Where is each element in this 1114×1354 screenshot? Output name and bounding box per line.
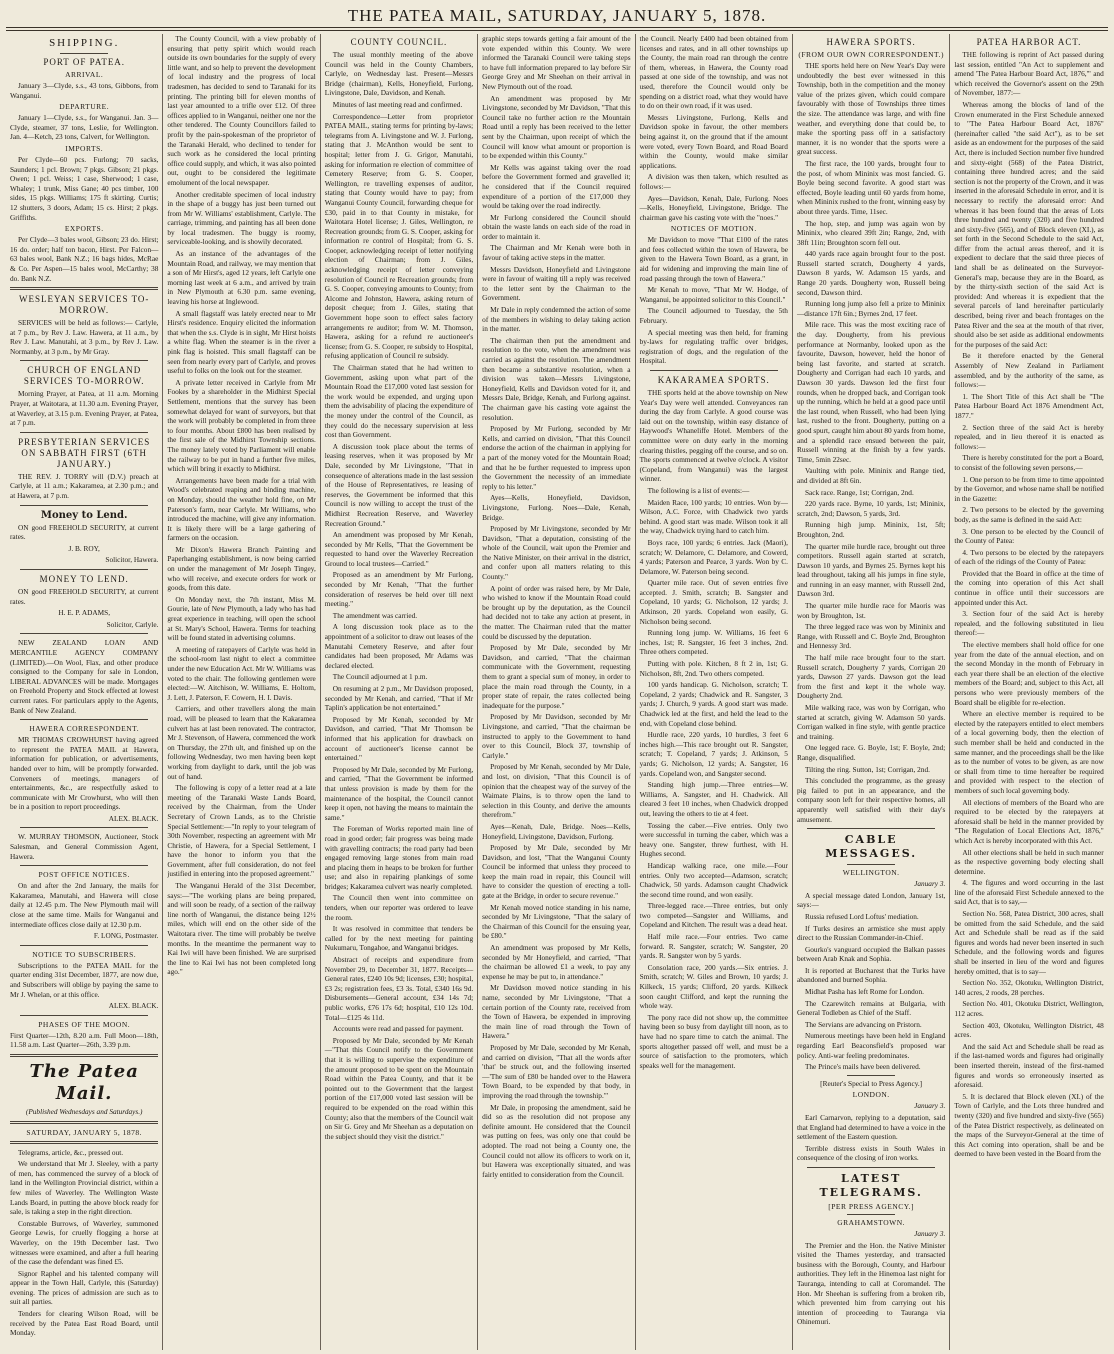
sports-paragraph: Putting with pole. Kitchen, 8 ft 2 in, 1st; G. Nicholson, 8ft, 2nd. Two others competed. <box>639 659 788 678</box>
council-paragraph: Mr Kenah to move, "That Mr W. Hodge, of Wanganui, be appointed solicitor to this Council." <box>639 285 788 304</box>
council-paragraph: Proposed by Mr Dale, seconded by Mr Kenah—"That this Council notify to the Government that it is willing to supervise the expenditure of the amount proposed to be spent on the Mountain Road within the Patea County, and that it be pointed out to the Government that the largest portion of the £17,000 voted last session will be required to be expended on the road within this County; also that the members of the Council wait on Sir G. Grey and Mr Sheehan as a deputation on the subject should they visit the district." <box>324 1035 474 1141</box>
cable-paragraph: It is reported at Bucharest that the Turks have abandoned and burned Sophia. <box>796 965 946 985</box>
port-heading: PORT OF PATEA. <box>43 57 126 67</box>
act-paragraph: All other elections shall be held in such manner as the respective governing body electing shall determine. <box>954 847 1104 876</box>
divider <box>807 828 935 829</box>
money-to-lend-title-2: Solicitor, Carlyle. <box>106 619 159 629</box>
council-paragraph: A long discussion took place as to the appointment of a solicitor to draw out leases of the Manutahi Cemetery Reserve, and after four candidates had been proposed, Mr Adams was declared elected. <box>324 622 474 670</box>
sports-paragraph: Half mile race.—Four entries. Two came forward. R. Sangster, scratch; W. Sangster, 20 yards. R. Sangster won by 5 yards. <box>639 932 788 961</box>
money-to-lend-heading: Money to Lend. <box>40 509 128 521</box>
moon-text: First Quarter—12th, 8.20 a.m. Full Moon—18th, 11.58 a.m. Last Quarter—26th, 3.39 p.m. <box>10 1030 159 1050</box>
cable-paragraph: If Turks desires an armistice she must apply direct to the Russian Commander-in-Chief. <box>796 923 946 943</box>
council-paragraph: Proposed by Mr Furlong, seconded by Mr Kells, and carried on division, "That this Council endorse the action of the chairman in applying for a part of the money voted for the Mountain Road; and that he be further requested to impress upon the Government the necessity of an immediate reply to his letter." <box>482 424 631 491</box>
hawera-sports-subheading: (FROM OUR OWN CORRESPONDENT.) <box>798 50 944 59</box>
paper-subtitle: (Published Wednesdays and Saturdays.) <box>25 1106 143 1116</box>
sports-paragraph: Mile race. This was the most exciting race of the day. Dougherty, from his previous performance at Normanby, looked upon as the favourite, Dawson, however, held the honor of being last favorite, and started at scratch. Dougherty and Corrigan had each 10 yards, and Dawson 30 yards. Dawson led the first four rounds, when he dropped back, and Corrigan took up the running, which he held at a good pace until the last round, when Russell, who had been lying last, rushed to the front. Dougherty, putting on a good spurt, caught him about 80 yards from home, and a splendid race ensued between the pair, Russell winning at the finish by a few yards. Time, 5min 22sec. <box>796 320 946 464</box>
council-paragraph: Correspondence—Letter from proprietor PATEA MAIL, stating terms for printing by-laws; telegrams from A. Livingstone and W. J. Furlong, stating that J. McAnthon would be sent to hospital; letter from J. G. Grigor, Manutahi, asking for information re election of committee of Cemetery Reserve; from G. S. Cooper, Wellington, re travelling expenses of auditor, stating that County would have to pay; from Wanganui County Council, forwarding cheque for £30, paid in to that County in mistake, for Waitotara Hotel license; J. Giles, Wellington, re Recreation grounds; from G. S. Cooper, asking for information re control of Hospital; from G. S. Cooper, acknowledging receipt of letter notifying election of Chairman; from J. Giles, acknowledging receipt of letter conveying resolution of Council re Recreation grounds; from G. S. Cooper, conveying amounts to County; from Alcome and Johnston, Hawera, asking return of deposit cheque; from J. Giles, stating that Government hope soon to effect sales factory arrangements re auditor; from W. M. Thomson, Hawera, asking for a refund re auctioneer's license; from G. S. Cooper, re subsidy to Hospital, refusing application of Council re subsidy. <box>324 111 474 361</box>
divider <box>60 53 108 54</box>
divider <box>847 864 895 865</box>
act-paragraph: All elections of members of the Board who are required to be elected by the ratepayers at aforesaid shall be held in the manner provided by "The Regulation of Local Elections Act, 1876," which Act is hereby incorporated with this Act. <box>954 797 1104 845</box>
sports-paragraph: Sack race. Range, 1st; Corrigan, 2nd. <box>804 487 914 497</box>
editorial-paragraph: Signor Raphel and his talented company will appear in the Town Hall, Carlyle, this (Saturday) evening. The prices of admission are such as to suit all parties. <box>10 1268 159 1307</box>
divider <box>20 360 148 361</box>
council-paragraph: Messrs Davidson, Honeyfield and Livingstone were in favour of waiting till a reply was received to the letter sent by the Chairman to the Government. <box>482 264 631 303</box>
exports-heading: EXPORTS. <box>64 224 104 234</box>
sports-paragraph: The following is a list of events:— <box>647 485 750 495</box>
council-paragraph: Minutes of last meeting read and confirmed. <box>332 99 463 109</box>
column-6 <box>793 34 950 1350</box>
act-paragraph: Section No. 401, Okotuku District, Wellington, 112 acres. <box>954 999 1104 1018</box>
cable-paragraph: The Servians are advancing on Pristorn. <box>804 1019 922 1029</box>
divider <box>847 1075 895 1076</box>
editorial-paragraph: Constable Burrows, of Waverley, summoned George Lewis, for cruelly flogging a horse at Waverley, on the 19th December last. Two witnesses were examined, and after a full hearing of the case the defendant was fined £5. <box>10 1218 159 1267</box>
moon-heading: PHASES OF THE MOON. <box>38 1019 131 1029</box>
kakaramea-sports-heading: KAKARAMEA SPORTS. <box>657 375 770 385</box>
sports-paragraph: Maiden Race, 100 yards; 10 entries. Won by—Wilson, A.C. Force, with Chadwick two yards behind. A good start was made. Wilson took it all the way, Chadwick trying hard to catch him. <box>639 497 788 536</box>
sports-paragraph: One legged race. G. Boyle, 1st; F. Boyle, 2nd; Range, disqualified. <box>796 743 946 762</box>
departure-text: January 1—Clyde, s.s., for Wanganui. Jan. 3—Clyde, steamer, 37 tons, Leslie, for Wellington. Jan. 4—Ketch, 23 tons, Calvert, for Wellington. <box>10 113 159 142</box>
divider <box>20 432 148 433</box>
telegram-paragraph: The Premier and the Hon. the Native Minister visited the Thames yesterday, and transacted business with the Borough, County, and Harbour authorities. They left in the Hinemoa last night for Tauranga, intending to call at Coromandel. The Hon. Mr Sheehan is suffering from a broken rib, which prevented him from carrying out his intention of proceeding to Tauranga via Ohinemuri. <box>796 1240 946 1327</box>
column-4 <box>478 34 635 1350</box>
council-paragraph: An amendment was proposed by Mr Kenah, seconded by Mr Kells, "That the Government be requested to hand over the Waverley Recreation Ground to local trustees—Carried." <box>324 530 474 568</box>
act-paragraph: Section No. 568, Patea District, 300 acres, shall be omitted from the said Schedule, and the said Act and Schedule shall be read as if the said figures and words had never been inserted in such Schedule, and the following words and figures shall be inserted in lieu of the word and figures hereby omitted, that is to say— <box>954 909 1104 976</box>
act-paragraph: 4. Two persons to be elected by the ratepayers of each of the ridings of the County of Patea: <box>954 547 1104 567</box>
murray-thomson-advert: W. MURRAY THOMSON, Auctioneer, Stock Salesman, and General Commission Agent, Hawera. <box>10 832 159 861</box>
act-paragraph: 2. Two persons to be elected by the governing body, as the same is defined in the said Act: <box>954 505 1104 524</box>
divider <box>20 633 148 634</box>
sports-paragraph: 100 yards handicap. G. Nicholson, scratch; T. Copeland, 2 yards; Chadwick and R. Sangster, 3 yards; J. Church, 9 yards. A good start was made. Chadwick led at the first, and held the lead to the end, with Copeland close behind. <box>639 680 788 728</box>
act-paragraph: THE following is reprint of Act passed during last session, entitled "An Act to supplement and amend 'The Patea Harbour Board Act, 1876,'" and which received the Governor's assent on the 29th of November, 1877:— <box>954 50 1104 98</box>
wesleyan-text: SERVICES will be held as follows:— Carlyle, at 7 p.m., by Rev J. Law. Hawera, at 11 a.m., by Rev J. Law. Manutahi, at 3 p.m., by Rev J. Law. Normanby, at 3 p.m., by Mr Gray. <box>10 318 159 356</box>
sports-paragraph: THE sports held here on New Year's Day were undoubtedly the best ever witnessed in this Township, both in the competition and the money value of the prizes given, which could compare favourably with those of Townships three times the size. The attendance was large, and with fine weather, and everything done that could be, to make the sporting pass off in a satisfactory manner, it is no wonder that the sports were a great success. <box>796 61 946 157</box>
subscribers-text: Subscriptions to the PATEA MAIL for the quarter ending 31st December, 1877, are now due, and Subscribers will oblige by paying the same to Mr J. Whelan, or at this office. <box>10 960 159 999</box>
council-paragraph: The Council adjourned at 1 p.m. <box>332 672 428 682</box>
column-2 <box>163 34 320 1350</box>
column-3 <box>321 34 478 1350</box>
cable-paragraph: The Prince's mails have been delivered. <box>804 1062 921 1072</box>
news-paragraph: Arrangements have been made for a trial with Wood's celebrated reaping and binding machine, on Monday, should the weather hold fine, on Mr Paterson's farm, near Carlyle. Mr Williams, who introduced the machine, will give any information. It is likely there will be a large gathering of farmers on the occasion. <box>167 475 316 543</box>
money-to-lend-heading-2: MONEY TO LEND. <box>39 574 129 584</box>
council-paragraph: Mr Davidson moved notice standing in his name, seconded by Mr Livingstone, "That a certain portion of the County rate, received from the Town of Hawera, be expended in improving the main line of road through the Town of Hawera." <box>482 983 631 1041</box>
editorial-paragraph: We understand that Mr J. Sleeley, with a party of men, has commenced the survey of a block of land in the Wellington Provincial district, within a few miles of Waverley. The Wellington Waste Lands Board, in putting the above block ready for sale, is taking a step in the right direction. <box>10 1159 159 1217</box>
latest-telegrams-heading: LATEST TELEGRAMS. <box>819 1171 923 1199</box>
column-7 <box>950 34 1107 1350</box>
council-paragraph: Mr Kells was against taking over the road before the Government formed and gravelled it; he considered that if the Council required expenditure of a portion of the £17,000 they would be taking over the road indirectly. <box>482 162 631 211</box>
sports-paragraph: Hurdle race, 220 yards, 10 hurdles, 3 feet 6 inches high.—This race brought out R. Sangster, scratch; T. Copeland, 7 yards; J. Atkinson, 5 yards; G. Nicholson, 12 yards; A. Sangster, 16 yards. Copeland won, and Sangster second. <box>639 730 788 778</box>
presby-heading: PRESBYTERIAN SERVICES ON SABBATH FIRST (6TH JANUARY.) <box>18 436 151 469</box>
sports-paragraph: Consolation race, 200 yards.—Six entries. J. Smith, scratch; W. Giles and Brown, 10 yards; J. Kilkeck, 15 yards; Clifford, 20 yards. Kilkeck soon caught Clifford, and kept the running the whole way. <box>639 962 788 1011</box>
council-paragraph: Proposed by Mr Dale, seconded by Mr Kenah, and carried on division, "That all the words after 'that' be struck out, and the following inserted—'The sum of £80 be handed over to the Hawera Town Board, to be expended by that body, in improving the road through the township.'" <box>482 1042 631 1100</box>
act-paragraph: Provided that the Board in office at the time of the coming into operation of this Act shall continue in office until their successors are appointed under this Act. <box>954 568 1104 607</box>
act-paragraph: 1. The Short Title of this Act shall be "The Patea Harbour Board Act 1876 Amendment Act, 1877." <box>954 391 1104 420</box>
notices-of-motion-heading: NOTICES OF MOTION. <box>670 224 757 234</box>
act-paragraph: 2. Section three of the said Act is hereby repealed, and in lieu thereof it is enacted as follows:— <box>954 422 1104 451</box>
wesleyan-heading: WESLEYAN SERVICES TO-MORROW. <box>18 294 150 316</box>
reuter-paragraph: Terrible distress exists in South Wales in consequence of the closing of iron works. <box>796 1143 946 1163</box>
imports-heading: IMPORTS. <box>65 143 104 153</box>
council-paragraph: the Council. Nearly £400 had been obtained from licenses and rates, and in all other townships up the County, the main road ran through the centre of them, whereas, in Hawera, the County road passed at one side of the township, and was not used, therefore the Council would only be spending on a district road, what they would have to do on their own road, if it was used. <box>639 34 788 111</box>
sports-paragraph: The quarter mile hurdle race, brought out three competitors. Russell again started at scratch, Dawson 10 yards, and Byrnes 25. Byrnes kept his lead throughout, taking all his jumps in fine style, and running in an easy manner, with Russell 2nd, Dawson 3rd. <box>796 541 946 599</box>
reuter-paragraph: Earl Carnarvon, replying to a deputation, said that England had determined to have a voice in the settlement of the Eastern question. <box>796 1113 946 1142</box>
exports-text: Per Clyde—3 bales wool, Gibson; 23 do. Hirst; 16 do. order; half ton bacon, Hirst. Per Falcon—63 bales wool, Bank N.Z.; 16 bags hides, McRae & Co. Per Aspen—15 bales wool, McCarthy; 38 do. Bank N.Z. <box>10 235 159 283</box>
council-paragraph: Ayes—Davidson, Kenah, Dale, Furlong. Noes—Kells, Honeyfield, Livingstone, Bridge. The chairman gave his casting vote with the "noes." <box>639 193 788 222</box>
money-to-lend-text: ON good FREEHOLD SECURITY, at current rates. <box>10 522 159 542</box>
act-paragraph: Be it therefore enacted by the General Assembly of New Zealand in Parliament assembled, and by the authority of the same, as follows:— <box>954 351 1104 390</box>
editorial-paragraph: Tenders for clearing Wilson Road, will be received by the Patea East Road Board, until Monday. <box>10 1309 159 1338</box>
grahamstown-place: GRAHAMSTOWN. <box>837 1217 906 1227</box>
council-paragraph: Mr Furlong considered the Council should obtain the waste lands on each side of the road in order to maintain it. <box>482 212 631 241</box>
cable-paragraph: Midhat Pasha has left Rome for London. <box>804 987 924 997</box>
divider <box>20 505 148 506</box>
sports-paragraph: Handicap walking race, one mile.—Four entries. Only two accepted—Adamson, scratch; Chadwick, 50 yards. Adamson caught Chadwick the second time round, and won easily. <box>639 860 788 899</box>
act-paragraph: 3. Section four of the said Act is hereby repealed, and the following substituted in lieu thereof:— <box>954 609 1104 638</box>
sports-paragraph: 440 yards race again brought four to the post. Russell started scratch, Dougherty 4 yards, Dawson 8 yards, W. Adamson 15 yards, and Range 20 yards. Dougherty won, Russell being second, Dawson third. <box>796 249 946 297</box>
nz-loan-advert: NEW ZEALAND LOAN AND MERCANTILE AGENCY COMPANY (LIMITED).—On Wool, Flax, and other produce consigned to the Company for sale in London, LIBERAL ADVANCES will be made. Mortgages on Freehold Property and Stock effected at lowest current rates. For particulars apply to the Agents, Bank of New Zealand. <box>10 638 159 715</box>
council-paragraph: A discussion took place about the terms of leasing reserves, when it was proposed by Mr Dale, seconded by Mr Livingstone, "That in consequence of alterations made in the last session of the House of Representatives, re leasing of reserves, the Government be informed that this Council is now willing to accept the trust of the Midhirst Recreation Reserve, and Waverley Recreation Ground." <box>324 441 474 528</box>
news-paragraph: A meeting of ratepayers of Carlyle was held in the school-room last night to elect a committee under the new Education Act. Mr W. Williams was voted to the chair. The following gentlemen were elected:—W. Aitchison, W. Williams, E. Holtom, J. Lett, J. Paterson, F. Cowern, H. I. Davis. <box>167 644 316 702</box>
subscribers-heading: NOTICE TO SUBSCRIBERS. <box>32 949 137 959</box>
hawera-correspondent-sign: ALEX. BLACK. <box>108 813 159 823</box>
sports-paragraph: Standing high jump.—Three entries—W. Williams, A. Sangster, and H. Chadwick. All cleared 3 feet 10 inches, when Chadwick dropped out, leaving the others to tie at 4 feet. <box>639 780 788 818</box>
departure-heading: DEPARTURE. <box>59 102 110 112</box>
reuter-place: LONDON. <box>852 1090 890 1100</box>
post-office-heading: POST OFFICE NOTICES. <box>38 870 130 880</box>
cable-date: January 3. <box>914 879 946 889</box>
cable-paragraph: Gourko's vanguard occupied the Balkan passes between Arab Knak and Sophia. <box>796 944 946 964</box>
news-paragraph: Carriers, and other travellers along the main road, will be pleased to learn that the Kakaramea culvert has at last been renovated. The contractor, Mr J. Stevenson, of Hawera, commenced the work on Thursday, the 27th ult, and finished up on the following Wednesday, two men having been kept working from daylight to dark, until the job was out of hand. <box>167 704 316 781</box>
divider <box>20 827 148 828</box>
arrival-heading: ARRIVAL. <box>65 70 104 79</box>
act-paragraph: 4. The figures and word occurring in the last line of the aforesaid First Schedule annexed to the said Act, that is to say,— <box>954 878 1104 907</box>
harbor-act-heading: PATEA HARBOR ACT. <box>976 37 1082 47</box>
council-paragraph: The amendment was carried. <box>332 610 418 620</box>
reuter-date: January 3. <box>914 1101 946 1111</box>
shipping-heading: SHIPPING. <box>49 37 120 49</box>
cable-paragraph: The Czarewitch remains at Bulgaria, with General Todleben as Chief of the Staff. <box>796 998 946 1018</box>
reuter-heading: [Reuter's Special to Press Agency.] <box>820 1078 923 1088</box>
cable-paragraph: A special message dated London, January 1st, says:— <box>796 890 946 910</box>
council-paragraph: Proposed by Mr Dale, seconded by Mr Furlong, and carried, "That the Government be informed that unless provision is made by them for the maintenance of the hospital, the Council cannot keep it open, not having the means to maintain the same." <box>324 764 474 822</box>
act-paragraph: 3. One person to be elected by the Council of the County of Patea: <box>954 526 1104 546</box>
sports-paragraph: Mile walking race, was won by Corrigan, who started at scratch, giving W. Adamson 50 yards. Corrigan walked in fine style, with gentle practice and training. <box>796 703 946 741</box>
council-paragraph: Ayes—Kells, Honeyfield, Davidson, Livingstone, Furlong. Noes—Dale, Kenah, Bridge. <box>482 493 631 522</box>
sports-paragraph: The first race, the 100 yards, brought four to the post, of whom Mininix was most fancied. G. Boyle being second favorite. A good start was effected, Boyle leading until 60 yards from home, when Mininix rushed to the front, winning easy by about three yards. Time, 11sec. <box>796 158 946 216</box>
divider <box>20 569 148 570</box>
column-1 <box>6 34 163 1350</box>
council-paragraph: The Chairman stated that he had written to Government, asking upon what part of the Mountain Road the £17,000 voted last session for the work would be expended, and urging upon them the advisability of placing the expenditure of the money under the control of the Council, as they could do the necessary supervision at less cost than Government. <box>324 363 474 440</box>
paper-title: The Patea Mail. <box>29 1060 139 1104</box>
act-paragraph: 1. One person to be from time to time appointed by the Governor, and whose name shall be notified in the Gazette: <box>954 474 1104 503</box>
news-paragraph: On Monday next, the 7th instant, Miss M. Gourie, late of New Plymouth, a lady who has had great experience in teaching, will open the school at St. Mary's School, Hawera. Terms for teaching will be found stated in advertising columns. <box>167 594 316 643</box>
hawera-sports-heading: HAWERA SPORTS. <box>826 37 916 47</box>
hawera-correspondent-heading: HAWERA CORRESPONDENT. <box>29 724 140 734</box>
sports-paragraph: This concluded the programme, as the greasy pig failed to put in an appearance, and the company soon left for their respective homes, all apparently well satisfied with their day's amusement. <box>796 776 946 824</box>
sports-paragraph: Tossing the caber.—Five entries. Only two were successful in turning the caber, which was a heavy one. Sangster, threw furthest, with H. Hughes second. <box>639 820 788 859</box>
sports-paragraph: 220 yards race. Byrne, 10 yards, 1st; Mininix, scratch, 2nd; Dawson, 5 yards, 3rd. <box>796 499 946 518</box>
sports-paragraph: Quarter mile race. Out of seven entries five accepted. J. Smith, scratch; B. Sangster and Copeland, 10 yards; G. Nicholson, 12 yards; J. Atkinson, 20 yards. Copeland won easily, G. Nicholson being second. <box>639 578 788 626</box>
council-paragraph: Proposed by Mr Davidson, seconded by Mr Livingstone, and carried, "That the chairman be instructed to apply to the Government to hand over to this Council, Block 37, township of Carlyle." <box>482 712 631 760</box>
county-council-heading: COUNTY COUNCIL. <box>350 37 448 47</box>
cable-paragraph: Russia refused Lord Loftus' mediation. <box>804 911 919 921</box>
sports-paragraph: The pony race did not show up, the committee having been so busy from daylight till noon, as to have had no spare time to catch the animal. The sports altogether passed off well, and must be a source of satisfaction to the promoters, which speaks well for the management. <box>639 1012 788 1070</box>
sports-paragraph: The quarter mile hurdle race for Maoris was won by Broughton, 1st. <box>796 601 946 620</box>
sports-paragraph: The three legged race was won by Mininix and Range, with Russell and C. Boyle 2nd, Broughton and Hennessy 3rd. <box>796 622 946 651</box>
council-paragraph: The chairman then put the amendment and resolution to the vote, when the amendment was carried as against the resolution. The amendment then became a substantive resolution, when a division was taken—Messrs Livingstone, Honeyfield, Kells and Davidson voted for it, and Messrs Dale, Bridge, Kenah, and Furlong against. The chairman gave his casting vote against the resolution. <box>482 335 631 422</box>
post-office-text: On and after the 2nd January, the mails for Kakaramea, Manutahi, and Hawera will close daily at 12.45 p.m. The New Plymouth mail will close at the same time. Mails for Wanganui and intermediate offices close daily at 12.30 p.m. <box>10 881 159 929</box>
sports-paragraph: Vaulting with pole. Mininix and Range tied, and divided at 8ft 6in. <box>796 466 946 485</box>
divider <box>10 1141 158 1144</box>
council-paragraph: Mr Dale, in proposing the amendment, said he did so as the resolution did not propose any definite amount. He considered that the Council was putting on fees, was only one that could be adopted. The road not being a County one, the Council could not allow its officers to work on it, but Hawera was exceptionally situated, and was fairly entitled to consideration from the Council. <box>482 1102 631 1179</box>
council-paragraph: Abstract of receipts and expenditure from November 29, to December 31, 1877. Receipts—General rates, £240 10s 9d; licenses, £30; hospital, £3 2s; registration fees, £3 3s. Total, £340 16s 9d. Disbursements—General account, £34 14s 7d; public works, £76 17s 6d; hospital, £10 12s 10d. Total—£125 4s 11d. <box>324 955 474 1022</box>
sports-paragraph: Boys race, 100 yards; 6 entries. Jack (Maori), scratch; W. Delamore, C. Delamore, and Cowerd, 4 yards; Paterson and Pearce, 3 yards. Won by C. Delamore, W. Paterson being second. <box>639 537 788 576</box>
act-paragraph: The elective members shall hold office for one year from the date of the annual election, and on the second Monday in the month of February in each year there shall be an election of the elective members of the Board; and, subject to this Act, all persons who were previously members of the Board shall be eligible for re-election. <box>954 640 1104 707</box>
act-paragraph: Section No. 352, Okotuku, Wellington District, 140 acres, 2 roods, 28 perches. <box>954 978 1104 997</box>
divider <box>807 1167 935 1168</box>
sports-paragraph: The hop, step, and jump was again won by Mininix, who cleared 39ft 2in; Range, 2nd, with 38ft 11in; Broughton scorn fell out. <box>796 218 946 247</box>
imports-text: Per Clyde—60 pcs. Furlong; 70 sacks, Saunders; 1 pcl. Brown; 7 pkgs. Gibson; 21 pkgs. Owen; 1 pcl. Weiss; 1 case, Sherwood; 1 case, Whaley; 1 trunk, Miss Gane; 40 pcs timber, 100 sides, 15 pkgs. Williams; 175 ft skirting. Curtis; 12 shutters, 3 doors, Adam; 15 cs. Hirst; 2 pkgs. Griffiths. <box>10 154 159 222</box>
council-paragraph: Proposed by Mr Livingstone, seconded by Mr Davidson, "That a deputation, consisting of the whole of the Council, wait upon the Premier and the Native Minister, on their arrival in the district, and confer upon all matters relating to this County." <box>482 524 631 582</box>
masthead-rule-top <box>6 27 1108 28</box>
divider <box>10 287 158 290</box>
act-paragraph: And the said Act and Schedule shall be read as if the last-named words and figures had originally been inserted therein, instead of the first-named figures and words so erroneously inserted as aforesaid. <box>954 1041 1104 1090</box>
grahamstown-date: January 3. <box>914 1228 946 1238</box>
divider <box>650 370 778 371</box>
news-paragraph: A small flagstaff was lately erected near to Mr Hirst's residence. Enquiry elicited the information that when the s.s. Clyde is in sight, Mr Hirst hoists a white flag. When the steamer is in the river a pink flag is hoisted. This small flagstaff can be seen from nearly every part of Carlyle, and proves useful to folks on the look out for the steamer. <box>167 308 316 376</box>
council-paragraph: The Chairman and Mr Kenah were both in favour of taking active steps in the matter. <box>482 243 631 263</box>
council-paragraph: A division was then taken, which resulted as follows:— <box>639 172 788 191</box>
money-to-lend-name-2: H. E. P. ADAMS, <box>58 608 111 618</box>
act-paragraph: Where an elective member is required to be elected by the ratepayers entitled to elect members of a local governing body, then the election of such member shall be held and conducted in the same manner, and the proceedings shall be the like as to the number of votes to be given, as are now or shall from time to time hereafter be required and provided with respect to the election of members of such local governing body. <box>954 709 1104 795</box>
money-to-lend-title: Solicitor, Hawera. <box>105 555 159 565</box>
council-paragraph: On resuming at 2 p.m., Mr Davidson proposed, seconded by Mr Kenah, and carried, "That if Mr Taplin's application be not entertained." <box>324 684 474 713</box>
sports-paragraph: Three-legged race.—Three entries, but only two competed—Sangster and Williams, and Copeland and Kitchen. The result was a dead heat. <box>639 901 788 930</box>
divider <box>20 945 148 946</box>
council-paragraph: Proposed by Mr Kenah, seconded by Mr Davidson, and carried, "That Mr Thomson be informed that his application for drawback on account of auctioneer's license cannot be entertained." <box>324 714 474 763</box>
council-paragraph: A point of order was raised here, by Mr Dale, who wished to know if the Mountain Road could be brought up by the deputation, as the Council had decided not to take any action at present, in the matter. The Chairman ruled that the matter could be discussed by the deputation. <box>482 583 631 641</box>
sports-paragraph: Running high jump. Mininix, 1st, 5ft; Broughton, 2nd. <box>796 520 946 539</box>
council-paragraph: Proposed by Mr Dale, seconded by Mr Davidson, and carried, "That the chairman communicate with the Government, requesting them to grant a special sum of money, in order to place the main road through the County, in a proper state of repair, the rates collected being inadequate for the purpose." <box>482 643 631 710</box>
council-paragraph: Mr Davidson to move "That £100 of the rates and fees collected within the town of Hawera, be given to the Hawera Town Board, as a grant, in aid for widening and improving the main line of road passing through the town of Hawera." <box>639 235 788 283</box>
divider <box>20 719 148 720</box>
act-paragraph: Section 403, Okotuku, Wellington District, 48 acres. <box>954 1020 1104 1040</box>
council-paragraph: The Council then went into committee on tenders, when our reporter was ordered to leave the room. <box>324 893 474 922</box>
church-text: Morning Prayer, at Patea, at 11 a.m. Morning Prayer, at Waitotara, at 11.30 a.m. Evening Prayer, at Waverley, at 3.15 p.m. Evening Prayer, at Patea, at 7 p.m. <box>10 389 159 428</box>
council-paragraph: Messrs Livingstone, Furlong, Kells and Davidson spoke in favour, the other members being against it, on the ground that if the amount were voted, every Town Board, and Road Board within the County, would make similar applications. <box>639 112 788 170</box>
presby-text: THE REV. J. TORRY will (D.V.) preach at Carlyle, at 11 a.m.; Kakaramea, at 2.30 p.m.; and at Hawera, at 7 p.m. <box>10 471 159 501</box>
council-paragraph: Accounts were read and passed for payment. <box>332 1024 464 1034</box>
divider <box>10 1121 158 1124</box>
money-to-lend-name: J. B. ROY, <box>68 543 100 553</box>
act-paragraph: 5. It is declared that Block eleven (XI.) of the Town of Carlyle, and the Lots three hundred and twenty (320) and five hundred and sixty-five (565) of the Patea District respectively, as delineated on the maps of the Surveyor-General at the time of this Act coming into operation, shall be and be deemed to have been vested in the Board from the <box>954 1091 1104 1159</box>
latest-telegrams-sub: [PER PRESS AGENCY.] <box>828 1201 915 1211</box>
council-paragraph: graphic steps towards getting a fair amount of the vote expended within this County. We were informed the Taranaki Council were taking steps to have full information prepared to lay before Sir George Grey and Mr Sheehan on their arrival in New Plymouth out of the road. <box>482 34 631 91</box>
council-paragraph: Ayes—Kenah, Dale, Bridge. Noes—Kells, Honeyfield, Livingstone, Davidson, Furlong. <box>482 821 631 841</box>
news-paragraph: As an instance of the advantages of the Mountain Road, and railway, we may mention that a son of Mr Hirst's, aged 12 years, left Carlyle one morning last week at 6 a.m., and arrived by train in New Plymouth at 6.30 p.m. same evening, leaving his horse at Inglewood. <box>167 249 316 307</box>
divider <box>847 1214 895 1215</box>
news-paragraph: The Wanganui Herald of the 31st December, says:—"The working plans are being prepared, and will soon be ready, of a section of the railway line north of Wanganui, the distance being 12½ miles, which will end on the other side of the Waitotara river. The time will probably be twelve months. In the meantime the permanent way to Kai Iwi will have been finished. We are surprised the line to Kai Iwi has not been completed long ago." <box>167 881 316 977</box>
news-paragraph: Another creditable specimen of local industry in the shape of a buggy has just been turned out from Mr W. Williams' establishment, Carlyle. The carriage, trimming, and painting has all been done by local tradesmen. The buggy is roomy, serviceable-looking, and is showily decorated. <box>167 189 316 247</box>
news-paragraph: Mr Dixon's Hawera Branch Painting and Paperhanging establishment, is now being carried on under the management of Mr Joseph Tingey, who will receive, and execute orders for work or goods, from this date. <box>167 544 316 593</box>
money-to-lend-text-2: ON good FREEHOLD SECURITY, at current rates. <box>10 587 159 606</box>
cable-place: WELLINGTON. <box>842 868 900 878</box>
hawera-correspondent-text: MR THOMAS CROWHURST having agreed to represent the PATEA MAIL at Hawera, information for publication, or advertisements, handed over to him, will be promptly forwarded. Conveners of meetings, managers of entertainments, &c., are respectfully asked to communicate with Mr Crowhurst, who will then be in a position to report proceedings. <box>10 735 159 812</box>
sports-paragraph: Tilting the ring. Sutton, 1st; Corrigan, 2nd. <box>804 764 930 774</box>
act-paragraph: There is hereby constituted for the port a Board, to consist of the following seven persons,— <box>954 453 1104 472</box>
council-paragraph: Proposed by Mr Kenah, seconded by Mr Dale, and lost, on division, "That this Council is of opinion that the cheapest way of the survey of the Waimate Plains, is to throw open the land to selection in this County, and derive the amounts therefrom." <box>482 762 631 820</box>
divider <box>20 865 148 866</box>
divider <box>20 1015 148 1016</box>
columns <box>6 34 1108 1350</box>
council-paragraph: The Foreman of Works reported main line of road in good order; fair progress was being made with gravelling contracts; the road party had been engaged removing large stones from main road and placing them in heaps to be broken for further use; and also in repairing plankings of some bridges; Kakaramea culvert was nearly completed. <box>324 824 474 891</box>
column-5 <box>636 34 793 1350</box>
council-paragraph: Proposed as an amendment by Mr Furlong, seconded by Mr Kenah, "That the further consideration of reserves be held over till next meeting." <box>324 570 474 609</box>
council-paragraph: A special meeting was then held, for framing by-laws for regulating traffic over bridges, registration of dogs, and the regulation of the Hospital. <box>639 327 788 366</box>
editorial-paragraph: Telegrams, article, &c., pressed out. <box>18 1147 124 1157</box>
news-paragraph: The following is copy of a letter read at a late meeting of the Taranaki Waste Lands Board, received by the Chairman, from the Under Secretary of Crown Lands, as to the Christie Special Settlement:—"In reply to your telegram of 30th November, respecting an agreement with Mr Christie, of Hawera, for a Special Settlement, I have the honor to inform you that the Government, after full consideration, do not feel justified in entering into the proposed agreement." <box>167 783 316 879</box>
cable-messages-heading: CABLE MESSAGES. <box>825 833 918 861</box>
council-paragraph: An amendment was proposed by Mr Livingstone, seconded by Mr Davidson, "That this Council take no further action re the Mountain Road until a reply has been received to the letter sent by the Chairman, upon receipt of which the Council will know what amount or proportion is to be expended within this County." <box>482 93 631 161</box>
church-heading: CHURCH OF ENGLAND SERVICES TO-MORROW. <box>23 365 145 387</box>
council-paragraph: An amendment was proposed by Mr Kells, seconded by Mr Honeyfield, and carried, "That the chairman be allowed £1 a week, to pay any expense he may be put to, in attendance." <box>482 943 631 981</box>
council-paragraph: Mr Dale in reply condemned the action of some of the members in wishing to delay taking action in the matter. <box>482 305 631 334</box>
divider <box>10 1054 158 1057</box>
sports-paragraph: Running long jump also fell a prize to Mininix—distance 17ft 6in.; Byrnes 2nd, 17 feet. <box>796 299 946 318</box>
news-paragraph: A private letter received in Carlyle from Mr Fookes by a shareholder in the Midhirst Special Settlement, mentions that the survey has been somewhat delayed for want of surveyors, but that the work will probably be completed in from three to four months. About £800 has been realised by the first sale of the Midhirst Township sections. The money lately voted by Parliament will enable the railway to be put in hand a further five miles, which will bring it exactly to Midhirst. <box>167 377 316 474</box>
sports-paragraph: THE sports held at the above township on New Year's Day were well attended. Conveyances ran during the day from Carlyle. A good course was laid out on the township, within easy distance of Haywood's Whaneliffe Hotel. Members of the committee were on duty early in the morning clearing thistles, pegging off the course, and so on. The sports commenced at twelve o'clock. A visitor (Copeland, from Wanganui) was the largest winner. <box>639 388 788 484</box>
act-paragraph: Whereas among the blocks of land of the Crown enumerated in the First Schedule annexed to "The Patea Harbour Board Act, 1876" (hereinafter called "the said Act"), as to be set aside as an endowment for the purposes of the said Act, there is included Section number five hundred and sixty-eight (568) of the Patea District, containing three hundred acres; and the said section is not the property of the Crown, and it was inserted in the aforesaid Schedule in error, and it is necessary to rectify the aforesaid error: And whereas it has been found that the areas of Lots three hundred and twenty (320) and five hundred and sixty-five (565), and of Block eleven (XI.), as set forth in the Second Schedule to the said Act, differ from the actual areas thereof, and it is expedient to declare that the said three pieces of land shall be as delineated on the Surveyor-General's map, because they are in the Board, as by the thirty-sixth section of the said Act is provided: And whereas it is expedient that the several parcels of land hereinafter particularly described, being river and beach frontages on the Patea River and the sea at the mouth of that river, should also be set aside as additional endowments for the purposes of the said Act: <box>954 99 1104 349</box>
council-paragraph: It was resolved in committee that tenders be called for by the next meeting for painting Nukumaru, Tongahoe, and Wanganui bridges. <box>324 924 474 953</box>
post-office-sign: F. LONG, Postmaster. <box>93 931 159 941</box>
masthead: THE PATEA MAIL, SATURDAY, JANUARY 5, 1878. <box>347 6 767 25</box>
sports-paragraph: Running long jump. W. Williams, 16 feet 6 inches, 1st; R. Sangster, 16 feet 3 inches, 2nd. Three others competed. <box>639 628 788 657</box>
arrival-text: January 3—Clyde, s.s., 43 tons, Gibbons, from Wanganui. <box>10 81 159 100</box>
cable-paragraph: Numerous meetings have been held in England regarding Earl Beaconsfield's proposed war policy. Anti-war feeling predominates. <box>796 1031 946 1060</box>
council-paragraph: The usual monthly meeting of the above Council was held in the County Chambers, Carlyle, on Wednesday last. Present—Messrs Bridge (chairman), Kells, Honeyfield, Furlong, Livingstone, Dale, Davidson, and Kenah. <box>324 50 474 98</box>
news-paragraph: The County Council, with a view probably of ensuring that petty spirit which would reach outside its own boundaries for the supply of every little want, and so help to prevent the development of local industry and the progress of local tradesmen, has decided to send to Taranaki for its printing. The printing bill for eleven months of last year amounted to a trifle over £12. Of three offices applied to in Wanganui, neither one nor the other tendered. The County Councillors failed to profit by the pain-spokesman of the proprietor of the Taranaki Herald, who declined to tender for such work as he considered the local printing office could supply, and which, it was also pointed out, ought to be considered the legitimate emolument of the local newspaper. <box>167 34 316 187</box>
council-paragraph: Mr Kenah moved notice standing in his name, seconded by Mr Livingstone, "That the salary of the Chairman of this Council for the ensuing year, be £80." <box>482 902 631 941</box>
council-paragraph: The Council adjourned to Tuesday, the 5th February. <box>639 306 788 326</box>
paper-date: SATURDAY, JANUARY 5, 1878. <box>26 1127 143 1137</box>
sports-paragraph: The half mile race brought four to the start. Russell scratch, Dougherty 7 yards, Corrigan 20 yards, Dawson 27 yards. Dawson got the lead from the first and kept it the whole way. Dougherty 2nd. <box>796 653 946 701</box>
masthead-rule-bottom <box>6 30 1108 31</box>
council-paragraph: Proposed by Mr Dale, seconded by Mr Davidson, and lost, "That the Wanganui County Council be informed that unless they proceed to keep the main road in repair, this Council will have to consider the question of erecting a toll-gate at the Bridge, in order to secure revenue." <box>482 843 631 901</box>
subscribers-sign: ALEX. BLACK. <box>108 1001 159 1011</box>
